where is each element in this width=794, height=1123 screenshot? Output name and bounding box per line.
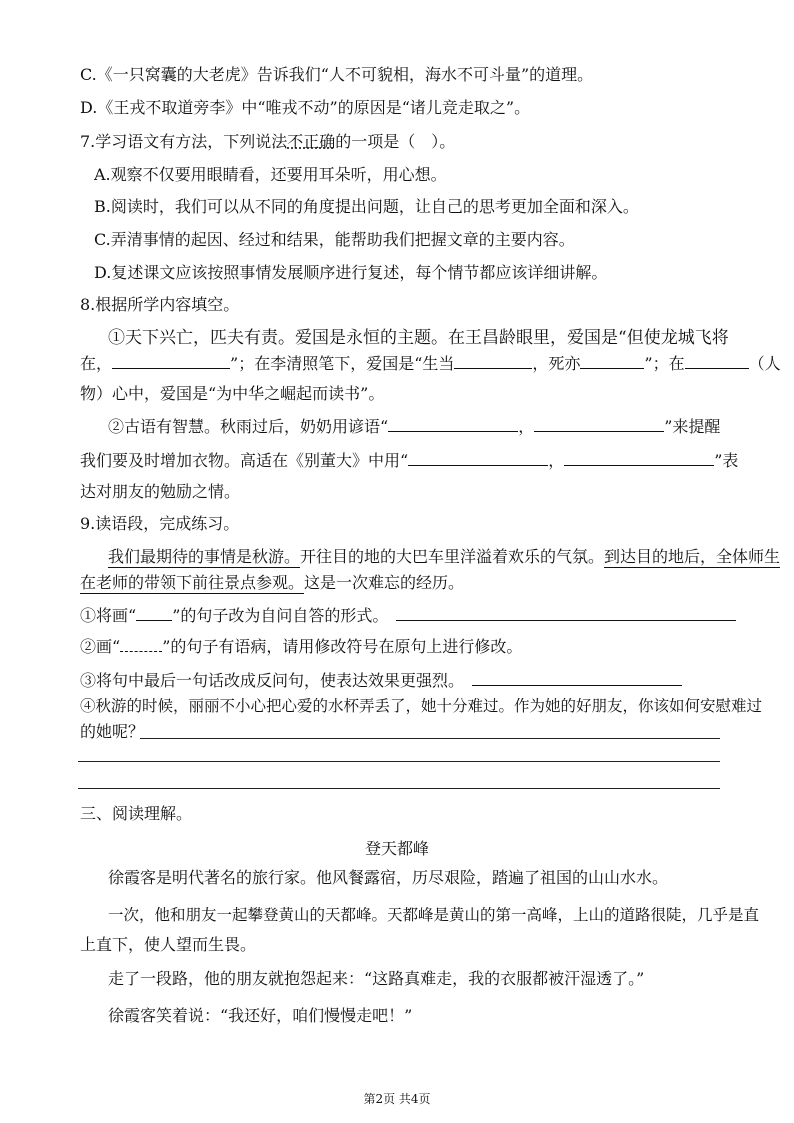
q7-option-c: C.弄清事情的起因、经过和结果，能帮助我们把握文章的主要内容。 [94,230,575,249]
section3-heading: 三、阅读理解。 [80,804,193,823]
q8-para2-line2 [80,449,739,472]
underlined-sentence: 到达目的地后，全体师生 [604,547,781,566]
q7-stem-part: 7.学习语文有方法，下列说法 [80,132,288,151]
passage-text: 开往目的地的大巴车里洋溢着欢乐的气氛。 [300,547,605,566]
q7-option-d: D.复述课文应该按照事情发展顺序进行复述，每个情节都应该详细讲解。 [94,263,608,282]
q8-text: ②古语有智慧。秋雨过后，奶奶用谚语“ [108,417,389,436]
passage-para2-line1: 一次，他和朋友一起攀登黄山的天都峰。天都峰是黄山的第一高峰，上山的道路很陡，几乎是直 [108,906,760,924]
q7-stem-part: 的一项是（ ）。 [335,132,456,151]
q7-stem [80,131,720,153]
answer-line[interactable] [78,788,720,789]
q8-text: （人 [748,354,781,373]
q8-text: ”；在李清照笔下，爱国是“生当 [230,354,455,373]
q8-para1-line2 [80,352,781,375]
passage-para2-line2: 上直下，使人望而生畏。 [80,935,257,954]
wavy-underline-sample [120,639,162,652]
q7-option-b: B.阅读时，我们可以从不同的角度提出问题，让自己的思考更加全面和深入。 [94,197,639,216]
q9-text: ②画“ [80,637,121,656]
fill-blank[interactable] [580,352,644,369]
q8-text: 我们要及时增加衣物。高适在《别董大》中用“ [80,451,409,470]
answer-line[interactable] [140,738,720,739]
q8-text: ”来提醒 [664,417,721,436]
q9-text: ”的句子有语病，请用修改符号在原句上进行修改。 [162,637,523,656]
q9-passage-line1 [108,546,781,568]
passage-para4: 徐霞客笑着说：“我还好，咱们慢慢走吧！” [108,1006,413,1025]
q6-option-c: C.《一只窝囊的大老虎》告诉我们“人不可貌相，海水不可斗量”的道理。 [80,65,594,84]
fill-blank[interactable] [388,415,518,432]
q9-text: ③将句中最后一句话改成反问句，使表达效果更强烈。 [80,671,465,690]
answer-line[interactable] [472,669,682,686]
q8-text: ，死亦 [532,354,581,373]
answer-line[interactable] [78,761,720,762]
fill-blank[interactable] [454,352,532,369]
q9-sub4-line2: 的她呢？ [80,722,145,741]
answer-line[interactable] [396,604,736,621]
q9-stem: 9.读语段，完成练习。 [80,514,240,533]
fill-blank[interactable] [564,449,714,466]
passage-text: 这是一次难忘的经历。 [304,573,465,592]
fill-blank[interactable] [408,449,548,466]
q8-text: ， [548,451,565,470]
q8-para1-line1: ①天下兴亡，匹夫有责。爱国是永恒的主题。在王昌龄眼里，爱国是“但使龙城飞将 [108,328,729,348]
q9-text: ”的句子改为自问自答的形式。 [172,606,389,625]
q8-text: ”；在 [644,354,685,373]
q9-text: ①将画“ [80,606,137,625]
q8-para2-line3: 达对朋友的勉励之情。 [80,482,241,501]
q8-para1-line3: 物）心中，爱国是“为中华之崛起而读书”。 [80,384,385,403]
passage-para3: 走了一段路，他的朋友就抱怨起来：“这路真难走，我的衣服都被汗湿透了。” [108,969,645,988]
q8-text: 在， [80,354,113,373]
q9-sub3 [80,669,720,692]
fill-blank[interactable] [685,352,749,369]
passage-para1: 徐霞客是明代著名的旅行家。他风餐露宿，历尽艰险，踏遍了祖国的山山水水。 [108,868,669,887]
page-number: 第2页 共4页 [363,1092,431,1106]
q9-passage-line2 [80,572,720,594]
q6-option-d: D.《王戎不取道旁李》中“唯戎不动”的原因是“诸儿竞走取之”。 [80,98,531,117]
fill-blank[interactable] [112,352,230,369]
q8-text: ”表 [714,451,739,470]
q7-emphasis: 不正确 [287,132,336,151]
q9-sub1 [80,604,720,627]
q8-para2-line1 [108,415,721,438]
q9-sub2 [80,636,720,658]
underlined-sentence: 在老师的带领下前往景点参观。 [80,573,305,592]
q7-option-a: A.观察不仅要用眼睛看，还要用耳朵听，用心想。 [94,165,447,184]
q8-stem: 8.根据所学内容填空。 [80,295,240,314]
passage-title: 登天都峰 [364,839,429,858]
q8-text: ， [518,417,535,436]
q9-sub4-line1: ④秋游的时候，丽丽不小心把心爱的水杯弄丢了，她十分难过。作为她的好朋友，你该如何安慰难过 [80,697,763,715]
underline-sample [136,608,172,621]
underlined-sentence: 我们最期待的事情是秋游。 [108,547,301,566]
fill-blank[interactable] [534,415,664,432]
